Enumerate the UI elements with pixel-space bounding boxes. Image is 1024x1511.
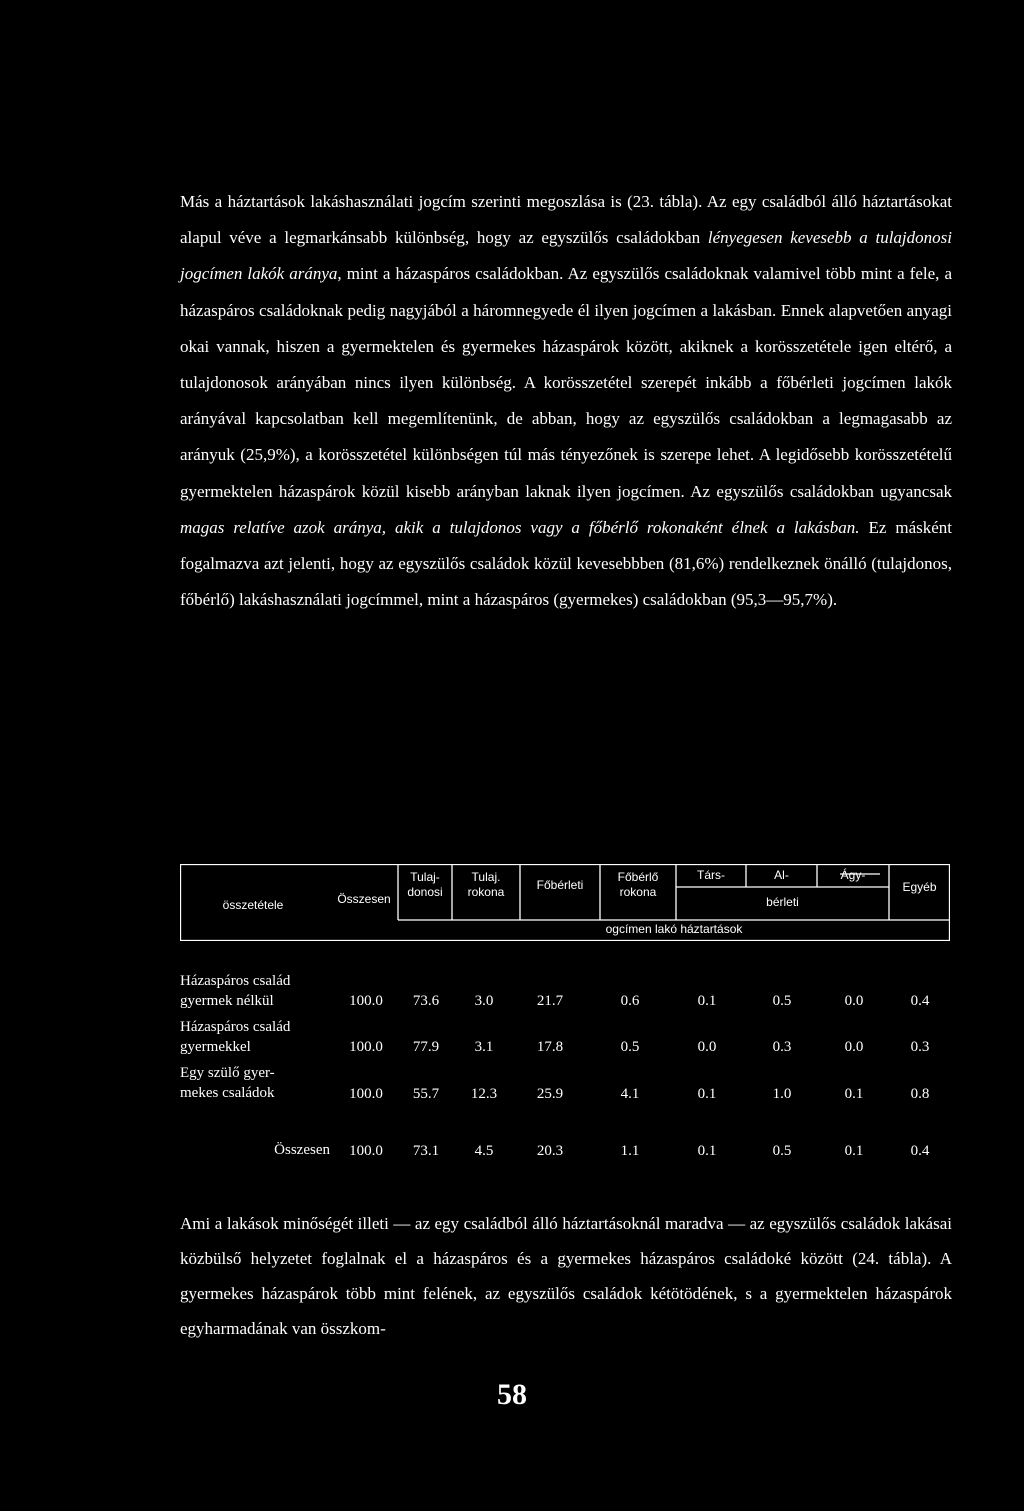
cell: 0.1 <box>844 1086 864 1102</box>
row-label: Házaspáros család gyermekkel <box>180 1019 291 1055</box>
header-first-col: összetétele <box>222 898 284 912</box>
cell: 0.1 <box>697 1086 717 1102</box>
body-paragraph-2: Ami a lakások minőségét illeti — az egy családból álló háztartásoknál maradva — az egyszülős családok lakásai közbülső helyzetet foglalnak el a házaspáros és a gyermekes házaspáros családoké között (24. tábla). A gyermekes házaspárok több mint felének, az egyszülős családok kétötödének, s a gyermektelen házaspárok egyharmadának van összkom- <box>180 1214 952 1338</box>
cell: 0.5 <box>772 1143 792 1159</box>
header-total: Összesen <box>337 892 391 906</box>
cell: 100.0 <box>349 993 383 1009</box>
emphasis-text: lényegesen kevesebb a tulajdonosi jogcímen lakók aránya, <box>180 228 952 284</box>
cell: 0.8 <box>910 1086 930 1102</box>
paragraph-text: mint a házaspáros családokban. Az egyszülős családoknak valamivel több mint a fele, a házaspáros családoknak pedig nagyjából a háromnegyede él ilyen jogcímen a lakásban. Ennek alapvetően anyagi okai vannak, hiszen a gyermektelen és gyermekes házaspárok között, akiknek a korösszetétele igen eltérő, a tulajdonosok arányában nincs ilyen különbség. A korösszetétel szerepét inkább a főbérleti jogcímen lakók arányával kapcsolatban kell megemlítenünk, de abban, hogy az egyszülős családokban a legmagasabb az arányuk (25,9%), a korösszetétel különbségen túl más tényezőnek is szerepe lehet. A legidősebb korösszetételű gyermektelen házaspárok közül kisebb arányban laknak ilyen jogcímen. Az egyszülős családokban ugyancsak <box>180 264 952 501</box>
header-other: Egyéb <box>902 880 937 894</box>
row-label: Házaspáros család gyermek nélkül <box>180 973 291 1009</box>
cell: 20.3 <box>536 1143 564 1159</box>
total-row-label: Összesen <box>274 1142 330 1158</box>
cell: 1.0 <box>772 1086 792 1102</box>
cell: 100.0 <box>349 1143 383 1159</box>
cell: 0.1 <box>697 993 717 1009</box>
cell: 3.0 <box>474 993 494 1009</box>
cell: 0.1 <box>697 1143 717 1159</box>
cell: 17.8 <box>536 1039 564 1055</box>
cell: 0.4 <box>910 993 930 1009</box>
cell: 0.4 <box>910 1143 930 1159</box>
cell: 77.9 <box>412 1039 440 1055</box>
cell: 4.5 <box>474 1143 494 1159</box>
row-label: Egy szülő gyer- mekes családok <box>180 1065 275 1101</box>
cell: 12.3 <box>470 1086 498 1102</box>
header-bed-rent: Ágy- <box>840 868 866 882</box>
cell: 1.1 <box>620 1143 640 1159</box>
paragraph-text: Ez másként fogalmazva azt jelenti, hogy az egyszülős családok közül kevesebbben (81,6%) rendelkeznek önálló (tulajdonos, főbérlő) lakáshasználati jogcímmel, mint a házaspáros (gyermekes) családokban (95,3—95,7%). <box>180 517 952 610</box>
cell: 0.0 <box>697 1039 717 1055</box>
cell: 73.1 <box>412 1143 440 1159</box>
cell: 0.6 <box>620 993 640 1009</box>
header-main-tenant-relative: Főbérlő rokona <box>617 870 659 899</box>
cell: 0.0 <box>844 1039 864 1055</box>
paragraph-text: Más a háztartások lakáshasználati jogcím szerinti megoszlása is (23. tábla). Az egy családból álló háztartásokat alapul véve a legmarkánsabb különbség, hogy az egyszülős családokban <box>180 192 952 248</box>
cell: 100.0 <box>349 1086 383 1102</box>
table-header <box>180 864 950 941</box>
cell: 100.0 <box>349 1039 383 1055</box>
cell: 0.3 <box>772 1039 792 1055</box>
cell: 25.9 <box>536 1086 564 1102</box>
cell: 0.0 <box>844 993 864 1009</box>
cell: 0.1 <box>844 1143 864 1159</box>
cell: 0.3 <box>910 1039 930 1055</box>
body-paragraph-1 <box>180 184 952 618</box>
cell: 3.1 <box>474 1039 494 1055</box>
header-span-caption: ogcímen lakó háztartások <box>605 922 743 936</box>
cell: 55.7 <box>412 1086 440 1102</box>
cell: 21.7 <box>536 993 564 1009</box>
page-number: 58 <box>497 1378 527 1411</box>
header-main-tenant: Főbérleti <box>536 878 584 892</box>
cell: 73.6 <box>412 993 440 1009</box>
cell: 4.1 <box>620 1086 640 1102</box>
header-sub-rent: Al- <box>774 868 789 882</box>
header-owner: Tulaj- donosi <box>407 870 443 899</box>
cell: 0.5 <box>772 993 792 1009</box>
header-rent-suffix: bérleti <box>766 895 799 909</box>
header-co-rent: Társ- <box>697 868 725 882</box>
cell: 0.5 <box>620 1039 640 1055</box>
emphasis-text: magas relatíve azok aránya, akik a tulajdonos vagy a főbérlő rokonaként élnek a lakásban. <box>180 517 860 537</box>
header-owner-relative: Tulaj. rokona <box>467 870 505 899</box>
